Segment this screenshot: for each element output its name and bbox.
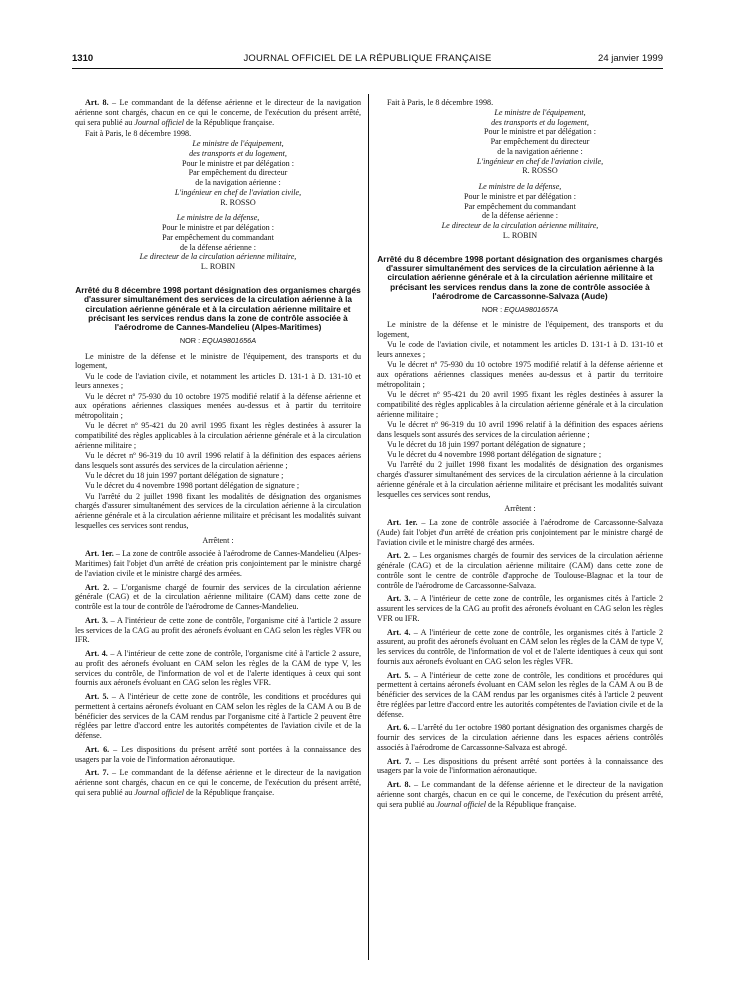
article-paragraph <box>377 551 663 590</box>
article-text-end: de la République française. <box>486 799 577 809</box>
preamble-paragraph: Vu le décret nº 75-930 du 10 octobre 1975 modifié relatif à la défense aérienne et aux opérations aériennes classiques menées au-dessus et à partir du territoire métropolitain ; <box>75 391 361 421</box>
page-number: 1310 <box>72 53 94 64</box>
nor-label: NOR : <box>481 304 505 314</box>
article-text: – A l'intérieur de cette zone de contrôle, l'organisme cité à l'article 2 assure les services de la CAG au profit des aéronefs évoluant en CAG selon les règles VFR ou IFR. <box>75 615 362 645</box>
signatory-name: L. ROBIN <box>502 230 538 240</box>
article-paragraph <box>377 757 663 777</box>
article-text: – Le commandant de la défense aérienne et le directeur de la navigation aérienne sont chargés, chacun en ce qui le concerne, de l'exécution du présent arrêté, qui sera publié au <box>75 98 362 127</box>
signature-line: Le ministre de la défense, <box>176 213 260 223</box>
journal-title: JOURNAL OFFICIEL DE LA RÉPUBLIQUE FRANÇAISE <box>243 53 492 64</box>
article-text: – Les organismes chargés de fournir des services de la circulation aérienne générale (CAG) et de la circulation aérienne militaire (CAM) dans cette zone de contrôle sont le centre de contrôle d'approche de Toulouse-Blagnac et la tour de contrôle de l'aérodrome de Carcassonne-Salvaza. <box>377 551 664 590</box>
article-text-end: de la République française. <box>184 117 275 127</box>
signature-block-equipement <box>417 108 663 176</box>
signature-line: Pour le ministre et par délégation : <box>484 127 596 137</box>
signature-line: Le directeur de la circulation aérienne militaire, <box>139 252 297 262</box>
article-paragraph <box>377 723 663 752</box>
arretent-heading: Arrêtent : <box>504 504 536 514</box>
preamble-paragraph: Vu le décret du 4 novembre 1998 portant délégation de signature ; <box>85 481 300 491</box>
article-text: – A l'intérieur de cette zone de contrôle, les conditions et procédures qui permettent à certains aéronefs évoluant en CAM selon les règles de la CAM A ou B de bénéficier des services de la CAM rendus par l'organisme cité à l'article 2 peuvent être réglées par lettre d'accord entre les autorités compétentes de l'aviation civile et de la défense. <box>75 692 362 741</box>
article-label: Art. 1er. <box>387 518 418 528</box>
preamble-paragraph: Vu le décret du 18 juin 1997 portant délégation de signature ; <box>387 439 586 449</box>
article-paragraph <box>377 518 663 547</box>
article-text: – Les dispositions du présent arrêté sont portées à la connaissance des usagers par la voie de l'information aéronautique. <box>75 744 361 764</box>
signature-line: Le directeur de la circulation aérienne militaire, <box>441 221 599 230</box>
signature-line: de la défense aérienne : <box>180 242 256 252</box>
article-paragraph <box>377 671 663 720</box>
article-text: – A l'intérieur de cette zone de contrôle, les conditions et procédures qui permettent à certains aéronefs évoluant en CAM selon les règles de la CAM A ou B de bénéficier des services de la CAM rendus par les organismes cités à l'article 2 peuvent être réglées par lettre d'accord entre les autorités compétentes de l'aviation civile et de la défense. <box>377 670 664 719</box>
signature-line: Le ministre de l'équipement, <box>192 139 284 148</box>
article-text: – Le commandant de la défense aérienne et le directeur de la navigation aérienne sont chargés, chacun en ce qui le concerne, de l'exécution du présent arrêté, qui sera publié au <box>75 768 362 797</box>
article-label: Art. 5. <box>85 692 109 702</box>
article-text: – A l'intérieur de cette zone de contrôle, les organismes cités à l'article 2 assurent, au profit des aéronefs évoluant en CAM selon les règles de la CAM de type V, les services du contrôle, de l'information de vol et de l'alerte identiques à ceux qui sont fournis aux aéronefs évoluant en CAG selon les règles VFR. <box>377 627 664 666</box>
signatory-name: L. ROBIN <box>200 262 236 271</box>
signature-block-equipement <box>115 139 361 207</box>
column-divider <box>368 94 369 960</box>
article-text: – La zone de contrôle associée à l'aérodrome de Cannes-Mandelieu (Alpes-Maritimes) fait l'objet d'un arrêté de création pris conjointement par le ministre chargé de l'aviation civile et le ministre chargé des armées. <box>75 549 361 578</box>
nor-label: NOR : <box>179 335 203 345</box>
fait-a-paris: Fait à Paris, le 8 décembre 1998. <box>85 129 192 139</box>
article-paragraph <box>75 768 361 797</box>
preamble-paragraph: Vu le code de l'aviation civile, et notamment les articles D. 131-1 à D. 131-10 et leurs annexes ; <box>75 371 361 391</box>
article-text: – A l'intérieur de cette zone de contrôle, les organismes cités à l'article 2 assurent les services de la CAG au profit des aéronefs évoluant en CAG selon les règles VFR ou IFR. <box>377 594 664 623</box>
article-paragraph <box>75 98 361 127</box>
preamble-paragraph: Vu le décret nº 75-930 du 10 octobre 1975 modifié relatif à la défense aérienne et aux opérations aériennes classiques menées au-dessus et à partir du territoire métropolitain ; <box>377 360 663 389</box>
signature-line: L'ingénieur en chef de l'aviation civile, <box>174 187 302 197</box>
signature-line: L'ingénieur en chef de l'aviation civile, <box>476 156 604 166</box>
signature-line: Par empêchement du directeur <box>490 137 590 146</box>
preamble-paragraph: Vu l'arrêté du 2 juillet 1998 fixant les modalités de désignation des organismes chargés d'assurer simultanément des services de la circulation aérienne à la circulation aérienne générale et à la circulation aérienne militaire et précisant les modalités suivant lesquelles ces services sont rendus, <box>377 460 663 499</box>
article-label: Art. 3. <box>387 594 411 604</box>
article-paragraph <box>377 780 663 809</box>
article-label: Art. 4. <box>387 627 411 637</box>
signature-line: de la défense aérienne : <box>482 211 558 221</box>
article-label: Art. 6. <box>387 723 410 733</box>
page-header <box>72 53 663 67</box>
issue-date: 24 janvier 1999 <box>598 53 663 64</box>
article-paragraph <box>377 594 663 623</box>
article-paragraph <box>75 616 361 645</box>
article-label: Art. 7. <box>85 768 109 778</box>
article-label: Art. 3. <box>85 615 108 625</box>
journal-officiel-italic: Journal officiel <box>134 787 185 797</box>
article-paragraph <box>75 549 361 578</box>
signature-line: Le ministre de l'équipement, <box>494 107 586 117</box>
article-label: Art. 2. <box>85 582 110 592</box>
signature-line: Pour le ministre et par délégation : <box>182 158 294 168</box>
article-paragraph <box>75 583 361 612</box>
signature-line: Le ministre de la défense, <box>478 182 562 191</box>
article-label: Art. 4. <box>85 649 108 659</box>
preamble-paragraph: Le ministre de la défense et le ministre de l'équipement, des transports et du logement, <box>377 320 663 340</box>
left-column <box>75 98 361 798</box>
preamble-paragraph: Vu le décret nº 95-421 du 20 avril 1995 fixant les règles destinées à assurer la compatibilité des règles applicables à la circulation aérienne générale et à la circulation aérienne militaire ; <box>377 390 663 419</box>
preamble-paragraph: Le ministre de la défense et le ministre de l'équipement, des transports et du logement, <box>75 351 361 371</box>
decree-title: Arrêté du 8 décembre 1998 portant désignation des organismes chargés d'assurer simultanément des services de la circulation aérienne à la circulation aérienne générale et à la circulation aérienne militaire et précisant les services rendus dans la zone de contrôle associée à l'aérodrome de Carcassonne-Salvaza (Aude) <box>377 253 663 302</box>
article-text-end: de la République française. <box>184 787 275 797</box>
nor-reference <box>377 305 663 315</box>
article-paragraph <box>75 649 361 688</box>
right-column <box>377 98 663 810</box>
article-label: Art. 2. <box>387 551 411 561</box>
article-text: – Le commandant de la défense aérienne et le directeur de la navigation aérienne sont chargés, chacun en ce qui le concerne, de l'exécution du présent arrêté, qui sera publié au <box>377 780 664 809</box>
article-paragraph <box>377 628 663 667</box>
preamble-paragraph: Vu le décret nº 96-319 du 10 avril 1996 relatif à la définition des espaces aériens dans lesquels sont assurés des services de la circulation aérienne ; <box>75 451 361 470</box>
article-text: – Les dispositions du présent arrêté sont portées à la connaissance des usagers par la voie de l'information aéronautique. <box>377 756 663 776</box>
article-label: Art. 6. <box>85 744 110 754</box>
signature-block-defense <box>75 213 361 272</box>
signature-line: Par empêchement du directeur <box>188 168 288 178</box>
arretent-heading: Arrêtent : <box>202 535 234 545</box>
signature-line: Pour le ministre et par délégation : <box>162 223 274 232</box>
journal-officiel-italic: Journal officiel <box>134 117 185 127</box>
preamble-paragraph: Vu le code de l'aviation civile, et notamment les articles D. 131-1 à D. 131-10 et leurs annexes ; <box>377 340 663 360</box>
preamble-paragraph: Vu le décret nº 95-421 du 20 avril 1995 fixant les règles destinées à assurer la compatibilité des règles applicables à la circulation aérienne générale et à la circulation aérienne militaire ; <box>75 421 361 450</box>
preamble-paragraph: Vu le décret du 18 juin 1997 portant délégation de signature ; <box>85 471 284 481</box>
nor-code: EQUA9801656A <box>202 335 257 345</box>
article-label: Art. 1er. <box>85 549 114 559</box>
signature-line: de la navigation aérienne : <box>497 146 583 156</box>
signature-line: Pour le ministre et par délégation : <box>464 191 576 201</box>
article-paragraph <box>75 745 361 765</box>
preamble-paragraph: Vu l'arrêté du 2 juillet 1998 fixant les modalités de désignation des organismes chargés d'assurer simultanément des services de la circulation aérienne à la circulation aérienne générale et à la circulation aérienne militaire et précisant les modalités suivant lesquelles ces services sont rendus, <box>75 491 361 530</box>
article-label: Art. 5. <box>387 670 411 680</box>
signatory-name: R. ROSSO <box>220 197 256 207</box>
nor-reference <box>75 336 361 346</box>
article-text: – La zone de contrôle associée à l'aérodrome de Carcassonne-Salvaza (Aude) fait l'objet d'un arrêté de création pris conjointement par le ministre chargé de l'aviation civile et le ministre chargé des armées. <box>377 518 663 547</box>
signature-line: Par empêchement du commandant <box>162 232 274 242</box>
signature-line: des transports et du logement, <box>491 117 589 127</box>
article-paragraph <box>75 692 361 741</box>
signature-line: des transports et du logement, <box>189 148 287 158</box>
header-rule <box>72 68 663 69</box>
signature-line: Par empêchement du commandant <box>464 201 576 211</box>
signature-line: de la navigation aérienne : <box>195 178 281 187</box>
article-text: – L'organisme chargé de fournir des services de la circulation aérienne générale (CAG) et de la circulation aérienne militaire (CAM) dans cette zone de contrôle est la tour de contrôle de l'aérodrome de Cannes-Mandelieu. <box>75 582 361 612</box>
article-label: Art. 8. <box>387 780 411 790</box>
preamble-paragraph: Vu le décret du 4 novembre 1998 portant délégation de signature ; <box>387 450 602 460</box>
preamble-paragraph: Vu le décret nº 96-319 du 10 avril 1996 relatif à la définition des espaces aériens dans lesquels sont assurés des services de la circulation aérienne ; <box>377 419 663 439</box>
nor-code: EQUA9801657A <box>504 304 559 314</box>
fait-a-paris: Fait à Paris, le 8 décembre 1998. <box>387 98 494 107</box>
article-text: – A l'intérieur de cette zone de contrôle, l'organisme cité à l'article 2 assure, au profit des aéronefs évoluant en CAM selon les règles de la CAM de type V, les services du contrôle, de l'information de vol et de l'alerte identiques à ceux qui sont fournis aux aéronefs évoluant en CAG selon les règles VFR. <box>75 649 361 688</box>
signature-block-defense <box>377 182 663 241</box>
signatory-name: R. ROSSO <box>522 166 558 176</box>
decree-title: Arrêté du 8 décembre 1998 portant désignation des organismes chargés d'assurer simultanément des services de la circulation aérienne à la circulation aérienne générale et à la circulation aérienne militaire et précisant les services rendus dans la zone de contrôle associée à l'aérodrome de Cannes-Mandelieu (Alpes-Maritimes) <box>75 284 361 333</box>
article-label: Art. 7. <box>387 756 412 766</box>
article-label: Art. 8. <box>85 98 109 107</box>
article-text: – L'arrêté du 1er octobre 1980 portant désignation des organismes chargés de fournir des services de la circulation aérienne dans les espaces aériens contrôlés associés à l'aérodrome de Carcassonne-Salvaza est abrogé. <box>377 723 663 752</box>
journal-officiel-italic: Journal officiel <box>436 799 487 809</box>
